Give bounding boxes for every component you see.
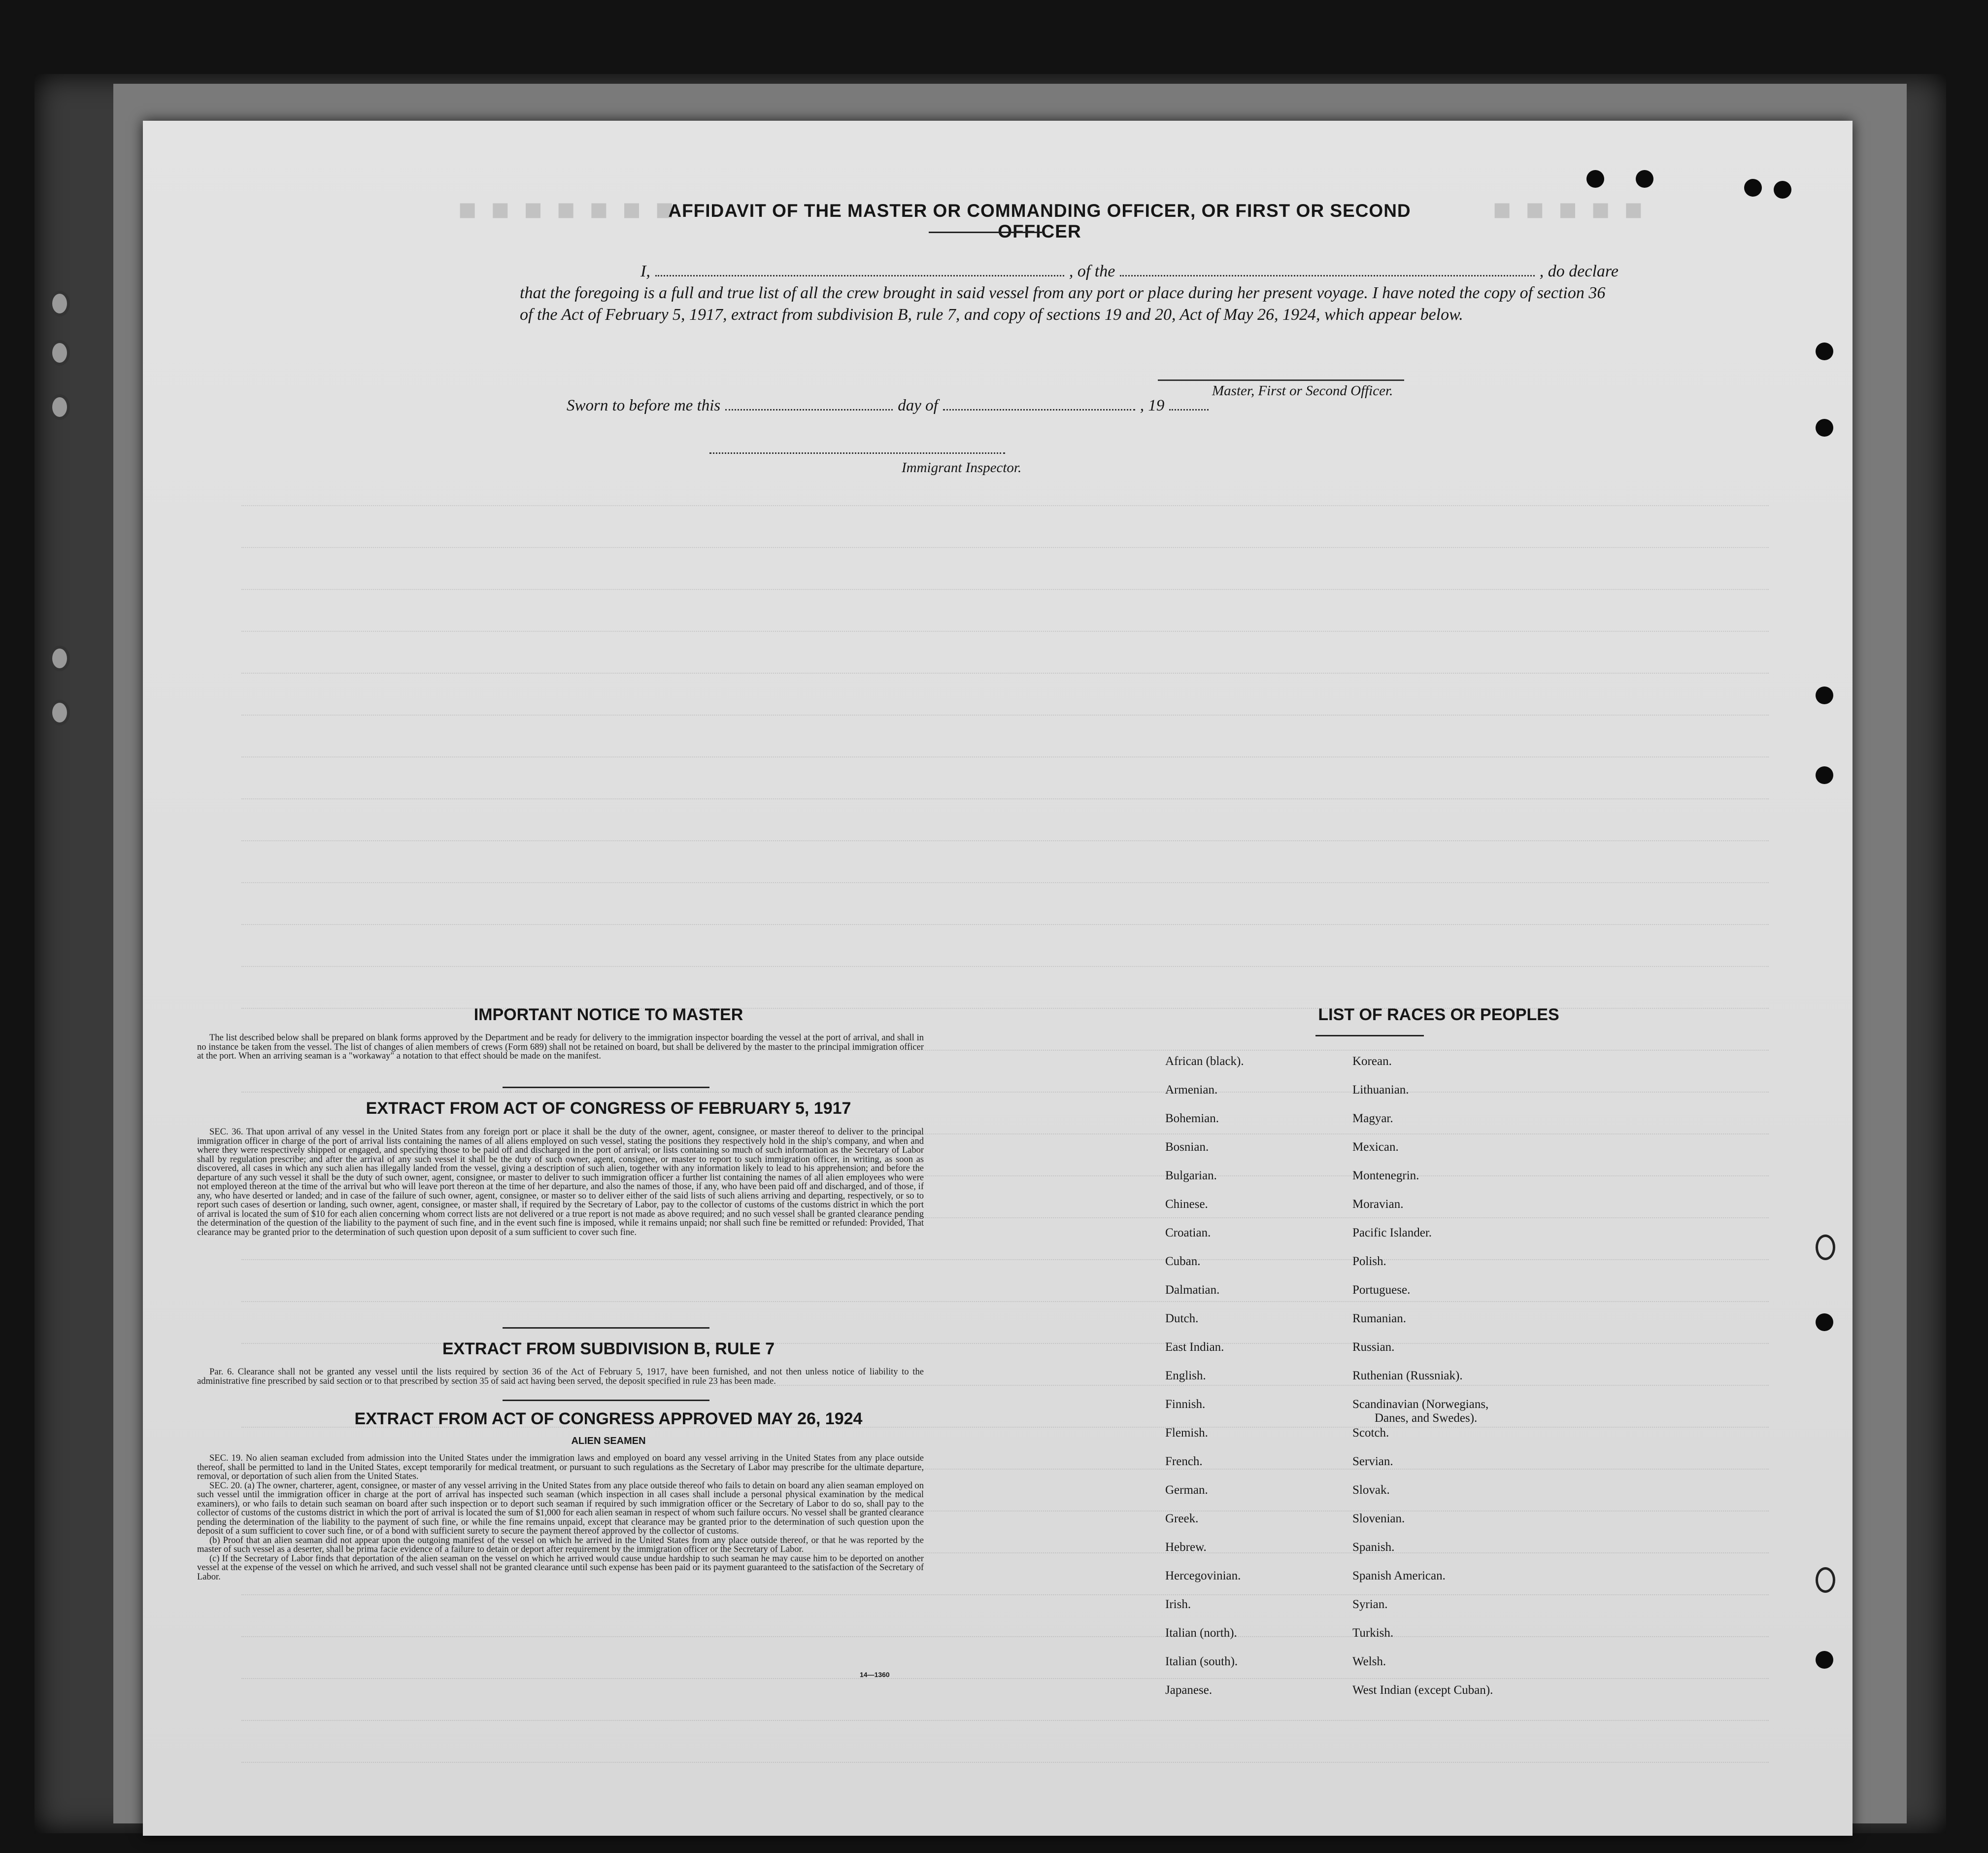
rule7-title: EXTRACT FROM SUBDIVISION B, RULE 7	[442, 1339, 775, 1358]
race-item: Italian (north).	[1165, 1626, 1237, 1640]
notice-text: The list described below shall be prepared on blank forms approved by the Department and be ready for delivery to the immigration inspector boarding the vessel at the port of arrival, and shall in no instance be taken from the vessel. The list of changes of alien members of crews (Form 689) shall not be retained on board, but shall be delivered by the master to the principal immigration officer at the port. When an arriving seaman is a "workaway" a notation to that effect should be made on the manifest.	[197, 1033, 924, 1061]
extract-1917-text: SEC. 36. That upon arrival of any vessel in the United States from any foreign port or place it shall be the duty of the owner, agent, consignee, or master thereof to deliver to the principal immigration officer in charge of the port of arrival lists containing the names of all aliens employed on such vessel, stating the positions they respectively hold in the ship's company, and when and where they were respectively shipped or engaged, and specifying those to be paid off and discharged in the port of arrival; or lists containing so much of such information as the Secretary of Labor shall by regulation prescribe; and after the arrival of any such vessel it shall be the duty of such owner, agent, consignee, or master to report to such immigration officer, in writing, as soon as discovered, all cases in which any such alien has illegally landed from the vessel, giving a description of such alien, together with any information likely to lead to his apprehension; and before the departure of any such vessel it shall be the duty of such owner, agent, consignee, or master to deliver to such immigration officer a further list containing the names of all alien employees who were not employed thereon at the time of the arrival but who will leave port thereon at the time of her departure, and also the names of those, if any, who have been paid off and discharged, and of those, if any, who have deserted or landed; and in case of the failure of such owner, agent, consignee, or master so to deliver either of the said lists of such aliens arriving and departing, respectively, or so to report such cases of desertion or landing, such owner, agent, consignee, or master shall, if required by the Secretary of Labor, pay to the collector of customs of the customs district in which the port of arrival is located the sum of $10 for each alien concerning whom correct lists are not delivered or a true report is not made as above required; and no such vessel shall be granted clearance pending the determination of the question of the liability to the payment of such fine, and in the event such fine is imposed, while it remains unpaid; nor shall such fine be remitted or refunded: Provided, That clearance may be granted prior to the determination of such question upon deposit of a sum sufficient to cover such fine.	[197, 1127, 924, 1237]
bleed-through-row	[241, 1385, 1769, 1395]
reinforcement-ring-icon	[1816, 1567, 1835, 1593]
race-item: Moravian.	[1352, 1198, 1404, 1211]
race-item: Hebrew.	[1165, 1541, 1207, 1554]
reinforcement-ring-icon	[1816, 1235, 1835, 1260]
sec19-text: SEC. 19. No alien seaman excluded from admission into the United States under the immigration laws and employed on board any vessel arriving in the United States from any place outside thereof, shall be permitted to land in the United States, except temporarily for medical treatment, or pursuant to such regulations as the Secretary of Labor may prescribe for the ultimate departure, removal, or deportation of such alien from the United States.	[197, 1453, 924, 1481]
bleed-through-row	[241, 798, 1769, 808]
inspector-signature-line[interactable]	[709, 452, 1005, 454]
race-item: Chinese.	[1165, 1198, 1208, 1211]
races-title: LIST OF RACES OR PEOPLES	[1318, 1005, 1559, 1024]
affidavit-body	[520, 260, 1618, 326]
extract-1917-title: EXTRACT FROM ACT OF CONGRESS OF FEBRUARY 5, 1917	[366, 1099, 851, 1118]
affidavit-title: AFFIDAVIT OF THE MASTER OR COMMANDING OFFICER, OR FIRST OR SECOND OFFICER	[668, 201, 1411, 241]
race-item: Greek.	[1165, 1512, 1199, 1525]
race-item: Cuban.	[1165, 1255, 1201, 1268]
i-label: I,	[640, 262, 650, 280]
declaration-line	[520, 260, 1618, 282]
binder-ring-icon	[49, 646, 70, 671]
bleed-through-row	[241, 840, 1769, 850]
sworn-label: Sworn to before me this	[567, 397, 721, 414]
race-item: Ruthenian (Russniak).	[1352, 1369, 1463, 1382]
punch-hole-icon	[1816, 1651, 1833, 1669]
punch-hole-icon	[1816, 766, 1833, 784]
sec20b-text: (b) Proof that an alien seaman did not appear upon the outgoing manifest of the vessel on which he arrived in the United States from any place outside thereof, or that he was reported by the master of such vessel as a deserter, shall be prima facie evidence of a failure to detain or deport after requirement by the immigration officer or the Secretary of Labor.	[197, 1535, 924, 1554]
races-title-rule	[1315, 1035, 1424, 1036]
race-item: Finnish.	[1165, 1398, 1206, 1411]
race-item: West Indian (except Cuban).	[1352, 1683, 1493, 1697]
title-rule	[929, 232, 1042, 233]
punch-hole-icon	[1816, 343, 1833, 360]
race-item: Korean.	[1352, 1055, 1392, 1068]
race-item: Bohemian.	[1165, 1112, 1219, 1125]
binder-ring-icon	[49, 340, 70, 366]
race-item: Portuguese.	[1352, 1283, 1411, 1297]
race-item: Croatian.	[1165, 1226, 1211, 1239]
extract-1924-text	[197, 1454, 924, 1581]
punch-hole-icon	[1816, 1313, 1833, 1331]
bleed-through-row	[241, 966, 1769, 976]
race-item: Japanese.	[1165, 1683, 1213, 1697]
race-item: Bulgarian.	[1165, 1169, 1217, 1182]
sec20a-text: SEC. 20. (a) The owner, charterer, agent, consignee, or master of any vessel arriving in the United States from any place outside thereof who fails to detain on board any alien seaman employed on such vessel until the immigration officer in charge at the port of arrival has inspected such seaman (which inspection in all cases shall include a personal physical examination by the medical examiners), or who fails to detain such seaman on board after such inspection or to deport such seaman if required by such immigration officer or the Secretary of Labor to do so, shall pay to the collector of customs of the customs district in which the port of arrival is located the sum of $1,000 for each alien seaman in respect of whom such failure occurs. No vessel shall be granted clearance pending the determination of the liability to the payment of such fine, or while the fine remains unpaid, except that clearance may be granted prior to the determination of such question upon the deposit of a sum sufficient to cover such fine, or of a bond with sufficient surety to secure the payment thereof approved by the collector of customs.	[197, 1480, 924, 1536]
notice-title: IMPORTANT NOTICE TO MASTER	[473, 1005, 743, 1024]
race-item: Syrian.	[1352, 1598, 1388, 1611]
race-item: Welsh.	[1352, 1655, 1386, 1668]
punch-hole-icon	[1744, 179, 1762, 197]
race-item: Lithuanian.	[1352, 1083, 1409, 1097]
race-item: Slovenian.	[1352, 1512, 1405, 1525]
race-item: Danes, and Swedes).	[1375, 1411, 1478, 1425]
race-item: Armenian.	[1165, 1083, 1218, 1097]
sworn-month-field[interactable]	[943, 394, 1135, 411]
bleed-through-row	[241, 756, 1769, 766]
bleed-through-row	[241, 1301, 1769, 1311]
bleed-through-row	[241, 924, 1769, 934]
race-item: Hercegovinian.	[1165, 1569, 1241, 1582]
bleed-through-row	[241, 547, 1769, 557]
inspector-caption: Immigrant Inspector.	[902, 460, 1022, 476]
race-item: Irish.	[1165, 1598, 1191, 1611]
punch-hole-icon	[1774, 181, 1791, 199]
binder-ring-icon	[49, 394, 70, 420]
bleed-through-title: ■ ■ ■ ■ ■ ■ ■	[458, 193, 677, 227]
section-rule	[503, 1400, 709, 1401]
bleed-through-row	[241, 1636, 1769, 1646]
race-item: Russian.	[1352, 1340, 1395, 1354]
bleed-through-row	[241, 1594, 1769, 1604]
race-item: Bosnian.	[1165, 1140, 1209, 1154]
sworn-year-field[interactable]	[1169, 394, 1209, 411]
punch-hole-icon	[1586, 170, 1604, 188]
punch-hole-icon	[1816, 419, 1833, 437]
race-item: Montenegrin.	[1352, 1169, 1419, 1182]
sworn-row	[567, 394, 1375, 415]
race-item: African (black).	[1165, 1055, 1244, 1068]
race-item: Turkish.	[1352, 1626, 1394, 1640]
vessel-field[interactable]	[1120, 260, 1534, 276]
race-item: Slovak.	[1352, 1483, 1390, 1497]
bleed-through-row	[241, 882, 1769, 892]
year-label: , 19	[1140, 397, 1165, 414]
race-item: Servian.	[1352, 1455, 1393, 1468]
race-item: East Indian.	[1165, 1340, 1224, 1354]
race-item: Rumanian.	[1352, 1312, 1407, 1325]
day-of-label: day of	[898, 397, 938, 414]
bleed-through-row	[241, 589, 1769, 599]
bleed-through-row	[241, 715, 1769, 724]
bleed-through-row	[241, 505, 1769, 515]
punch-hole-icon	[1636, 170, 1653, 188]
bleed-through-row	[241, 1678, 1769, 1688]
race-item: Flemish.	[1165, 1426, 1208, 1440]
sworn-day-field[interactable]	[725, 394, 893, 411]
extract-1924-title: EXTRACT FROM ACT OF CONGRESS APPROVED MAY 26, 1924	[354, 1409, 863, 1428]
section-rule	[503, 1327, 709, 1329]
bleed-through-row	[241, 673, 1769, 683]
bleed-through-row	[241, 1762, 1769, 1772]
race-item: English.	[1165, 1369, 1206, 1382]
race-item: Magyar.	[1352, 1112, 1393, 1125]
bleed-through-row	[241, 631, 1769, 641]
name-field[interactable]	[655, 260, 1064, 276]
of-the-label: , of the	[1069, 262, 1115, 280]
rule7-text: Par. 6. Clearance shall not be granted any vessel until the lists required by section 36 of the Act of February 5, 1917, have been furnished, and not then unless notice of liability to the administrative fine prescribed by said section or to that prescribed by section 35 of said act having been served, the deposit specified in rule 23 has been made.	[197, 1367, 924, 1386]
race-item: French.	[1165, 1455, 1203, 1468]
bleed-through-row	[241, 1259, 1769, 1269]
affidavit-text: that the foregoing is a full and true list of all the crew brought in said vessel from any port or place during her present voyage. I have noted the copy of section 36 of the Act of February 5, 1917, extract from subdivision B, rule 7, and copy of sections 19 and 20, Act of May 26, 1924, which appear below.	[520, 284, 1606, 324]
manifest-page	[143, 121, 1853, 1836]
form-number: 14—1360	[860, 1671, 890, 1679]
race-item: Dutch.	[1165, 1312, 1199, 1325]
race-item: Pacific Islander.	[1352, 1226, 1432, 1239]
race-item: Scandinavian (Norwegians,	[1352, 1398, 1489, 1411]
section-rule	[503, 1087, 709, 1088]
race-item: German.	[1165, 1483, 1208, 1497]
sec20c-text: (c) If the Secretary of Labor finds that deportation of the alien seaman on the vessel on which he arrived would cause undue hardship to such seaman he may cause him to be deported on another vessel at the expense of the vessel on which he arrived, and such vessel shall not be granted clearance until such expense has been paid or its payment guaranteed to the satisfaction of the Secretary of Labor.	[197, 1553, 924, 1582]
race-item: Spanish.	[1352, 1541, 1395, 1554]
bleed-through-title: ■ ■ ■ ■ ■	[1493, 193, 1646, 227]
officer-signature-line[interactable]	[1158, 379, 1404, 381]
declare-label: , do declare	[1539, 262, 1618, 280]
punch-hole-icon	[1816, 686, 1833, 704]
race-item: Scotch.	[1352, 1426, 1389, 1440]
binder-ring-icon	[49, 700, 70, 725]
binder-ring-icon	[49, 291, 70, 316]
race-item: Spanish American.	[1352, 1569, 1446, 1582]
race-item: Mexican.	[1352, 1140, 1399, 1154]
race-item: Dalmatian.	[1165, 1283, 1220, 1297]
race-item: Polish.	[1352, 1255, 1386, 1268]
bleed-through-row	[241, 1720, 1769, 1730]
officer-caption: Master, First or Second Officer.	[1212, 383, 1393, 399]
alien-seamen-subtitle: ALIEN SEAMEN	[571, 1436, 646, 1446]
race-item: Italian (south).	[1165, 1655, 1238, 1668]
